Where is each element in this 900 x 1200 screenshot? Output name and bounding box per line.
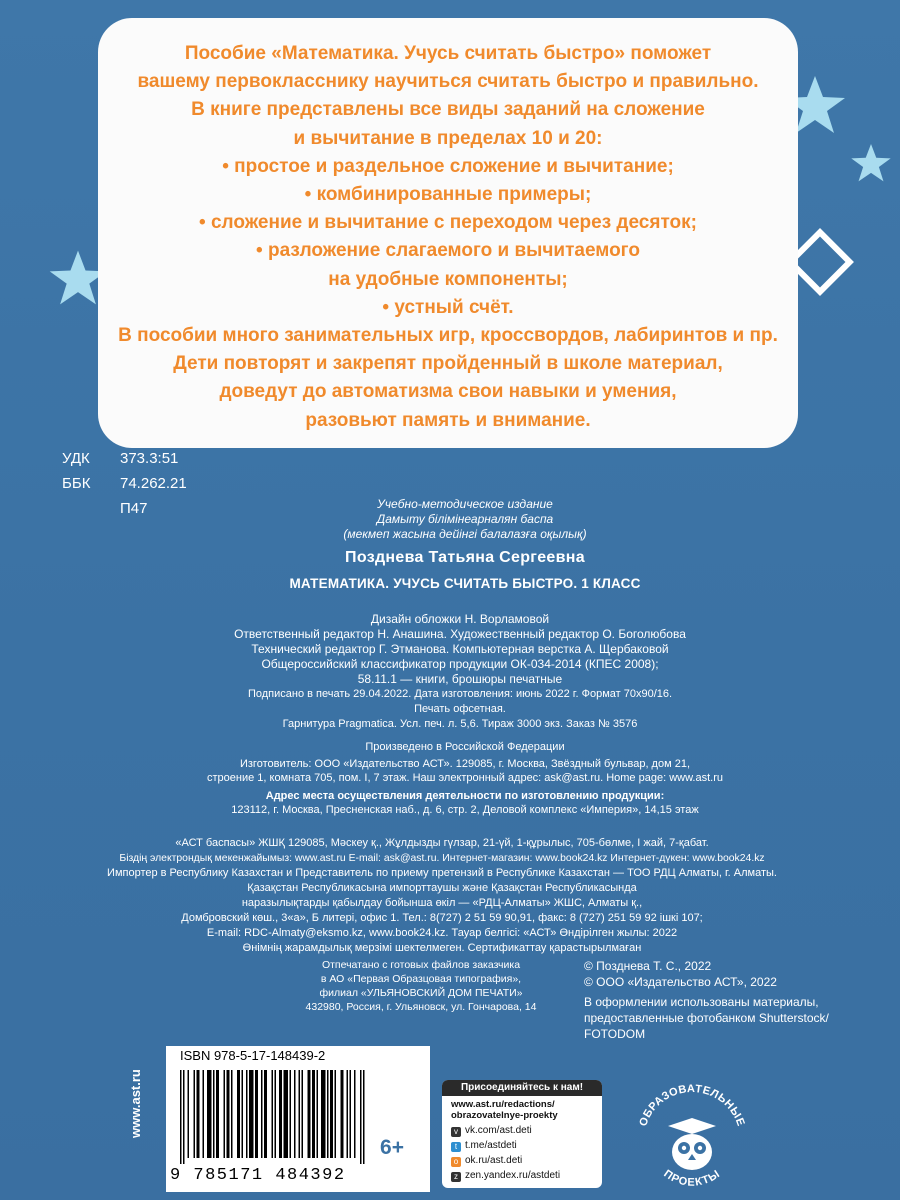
blurb-line: разовьют память и внимание. — [305, 409, 591, 431]
barcode-bar — [237, 1070, 240, 1158]
star-icon — [848, 140, 894, 186]
social-link-label: vk.com/ast.deti — [465, 1125, 532, 1136]
age-rating-badge: 6+ — [368, 1124, 416, 1172]
isbn-label: ISBN 978-5-17-148439-2 — [180, 1048, 326, 1063]
kz-line: наразылықтарды қабылдау бойынша өкіл — «РДЦ-Алматы» ЖШС, Алматы қ., — [241, 897, 643, 909]
barcode-bar — [275, 1070, 277, 1158]
social-link-label: ok.ru/ast.deti — [465, 1155, 523, 1166]
social-link-telegram[interactable] — [442, 1138, 602, 1153]
edition-type: Учебно-методическое издание — [377, 497, 553, 511]
barcode-bar — [321, 1070, 326, 1158]
credit-line: Технический редактор Г. Этманова. Компьютерная верстка А. Щербаковой — [251, 642, 669, 656]
social-link-vk[interactable] — [442, 1123, 602, 1138]
author-mark: П47 — [120, 500, 148, 517]
kz-line: Біздің электрондық мекенжайымыз: www.ast.ru E-mail: ask@ast.ru. Интернет-магазин: www.book24.kz Интернет-дүкен: www.book24.kz — [119, 853, 765, 864]
join-header: Присоединяйтесь к нам! — [442, 1080, 602, 1096]
edition-type-kz: Дамыту білімінеарналян баспа — [376, 512, 554, 526]
blurb-line: доведут до автоматизма свои навыки и умения, — [219, 381, 677, 403]
barcode-bar — [207, 1070, 212, 1158]
barcode-bar — [330, 1070, 333, 1158]
imprint-block — [160, 497, 770, 591]
blurb-line: на удобные компоненты; — [328, 268, 568, 290]
book-author: Позднева Татьяна Сергеевна — [345, 549, 585, 566]
barcode-bar — [341, 1070, 344, 1158]
blurb-line: и вычитание в пределах 10 и 20: — [293, 127, 603, 149]
barcode-bar — [290, 1070, 292, 1158]
barcode-bar — [302, 1070, 304, 1158]
barcode-bar — [227, 1070, 230, 1158]
copyright-line: © Позднева Т. С., 2022 — [584, 959, 712, 973]
printing-house-block — [290, 958, 552, 1014]
barcode-bar — [213, 1070, 215, 1158]
edition-type-kz-note: (мекмеп жасына дейінгі балалазға оқылық) — [343, 527, 587, 541]
made-in: Произведено в Российской Федерации — [365, 741, 565, 753]
barcode-bar — [294, 1070, 296, 1158]
barcode-bar — [279, 1070, 282, 1158]
print-specs-line: Гарнитура Pragmatica. Усл. печ. л. 5,6. Тираж 3000 экз. Заказ № 3576 — [282, 718, 638, 730]
barcode-bar — [197, 1070, 200, 1158]
barcode-bar — [308, 1070, 311, 1158]
kz-line: Өнімнің жарамдылық мерзімі шектелмеген. Сертификаттау қарастырылмаған — [242, 942, 642, 954]
projects-url-line: www.ast.ru/redactions/ — [451, 1099, 555, 1110]
blurb-line: • сложение и вычитание с переходом через десяток; — [199, 212, 697, 234]
print-line: филиал «УЛЬЯНОВСКИЙ ДОМ ПЕЧАТИ» — [319, 987, 523, 999]
barcode-bar — [224, 1070, 226, 1158]
blurb-line: • разложение слагаемого и вычитаемого — [256, 240, 640, 262]
barcode-bar — [360, 1070, 362, 1164]
blurb-line: вашему первокласснику научиться считать быстро и правильно. — [137, 71, 759, 93]
kz-line: E-mail: RDC-Almaty@eksmo.kz, www.book24.kz. Тауар белгісі: «АСТ» Өндірілген жылы: 2022 — [206, 927, 678, 939]
ok-icon: o — [451, 1157, 461, 1167]
blurb-line: В пособии много занимательных игр, кроссвордов, лабиринтов и пр. — [118, 325, 778, 347]
logo-text-top: ОБРАЗОВАТЕЛЬНЫЕ — [637, 1082, 747, 1128]
social-link-ok[interactable] — [442, 1153, 602, 1168]
owl-icon — [668, 1118, 716, 1170]
barcode-bar — [180, 1070, 182, 1164]
barcode-bar — [249, 1070, 254, 1158]
educational-projects-logo — [628, 1076, 756, 1194]
barcode-bar — [261, 1070, 263, 1158]
manufacturer-line: Изготовитель: ООО «Издательство АСТ». 129085, г. Москва, Звёздный бульвар, дом 21, — [239, 757, 691, 770]
credit-line: Общероссийский классификатор продукции ОК-034-2014 (КПЕС 2008); — [261, 657, 659, 671]
barcode-bar — [194, 1070, 196, 1158]
barcode-bar — [242, 1070, 244, 1158]
blurb-line: • устный счёт. — [382, 296, 514, 318]
manufacturer-line: строение 1, комната 705, пом. I, 7 этаж. Наш электронный адрес: ask@ast.ru. Home page: www.ast.ru — [207, 772, 723, 784]
production-address: 123112, г. Москва, Пресненская наб., д. 6, стр. 2, Деловой комплекс «Империя», 14,15 этаж — [231, 804, 699, 816]
site-vertical: www.ast.ru — [128, 1069, 143, 1138]
barcode-bar — [183, 1070, 185, 1164]
credits-block — [230, 612, 690, 732]
description-card — [98, 18, 798, 448]
barcode-bar — [188, 1070, 190, 1158]
logo-text-bottom: ПРОЕКТЫ — [661, 1167, 723, 1189]
book-title: МАТЕМАТИКА. УЧУСЬ СЧИТАТЬ БЫСТРО. 1 КЛАСС — [289, 576, 641, 591]
kz-line: Қазақстан Республикасына импорттаушы және Қазақстан Республикасында — [247, 882, 637, 894]
barcode-bar — [299, 1070, 301, 1158]
kz-line: Импортер в Республику Казахстан и Представитель по приему претензий в Республике Казахстан — ТОО РДЦ Алматы, г. Алматы. — [107, 867, 777, 879]
barcode-bar — [231, 1070, 233, 1158]
barcode-bar — [312, 1070, 315, 1158]
production-address-label: Адрес места осуществления деятельности по изготовлению продукции: — [265, 789, 665, 802]
barcode-bar — [354, 1070, 356, 1158]
print-line: в АО «Первая Образцовая типография», — [320, 973, 522, 985]
credit-line: Дизайн обложки Н. Ворламовой — [370, 612, 550, 626]
copyright-line: предоставленные фотобанком Shutterstock/ — [584, 1011, 829, 1025]
kazakhstan-importer-block — [52, 836, 832, 956]
barcode-bar — [327, 1070, 329, 1158]
udk-label: УДК — [62, 450, 90, 467]
kz-line: «АСТ баспасы» ЖШҚ 129085, Мәскеу қ., Жұлдызды гүлзар, 21-үй, 1-құрылыс, 705-бөлме, I жай, 7-қабат. — [175, 837, 709, 849]
social-links-box — [442, 1080, 602, 1188]
projects-url[interactable] — [442, 1096, 602, 1123]
barcode-bar — [216, 1070, 219, 1158]
barcode-bar — [335, 1070, 337, 1158]
barcode-bar — [347, 1070, 349, 1158]
isbn-digits: 9 785171 484392 — [170, 1166, 346, 1185]
barcode-bar — [363, 1070, 365, 1164]
barcode-bar — [317, 1070, 319, 1158]
copyright-line: В оформлении использованы материалы, — [584, 995, 819, 1009]
social-link-zen[interactable] — [442, 1168, 602, 1183]
telegram-icon: t — [451, 1142, 461, 1152]
projects-url-line: obrazovatelnye-proekty — [451, 1110, 558, 1121]
credit-line: 58.11.1 — книги, брошюры печатные — [357, 672, 563, 686]
social-link-label: t.me/astdeti — [465, 1140, 517, 1151]
barcode-bar — [246, 1070, 248, 1158]
blurb-line: • комбинированные примеры; — [304, 184, 592, 206]
bbk-value: 74.262.21 — [120, 475, 187, 492]
udk-value: 373.3:51 — [120, 450, 179, 467]
vk-icon: v — [451, 1127, 461, 1137]
blurb-line: Пособие «Математика. Учусь считать быстро» поможет — [184, 43, 712, 64]
copyright-line: FOTODOM — [584, 1027, 646, 1041]
barcode-bar — [350, 1070, 352, 1158]
kz-line: Домбровский көш., 3«а», Б литері, офис 1. Тел.: 8(727) 2 51 59 90,91, факс: 8 (727) 251 59 92 ішкі 107; — [181, 912, 703, 924]
print-specs-line: Подписано в печать 29.04.2022. Дата изготовления: июнь 2022 г. Формат 70х90/16. Печать офсетная. — [247, 688, 673, 715]
barcode-bar — [272, 1070, 274, 1158]
zen-icon: z — [451, 1172, 461, 1182]
copyright-block — [584, 958, 864, 1042]
print-line: Отпечатано с готовых файлов заказчика — [321, 959, 521, 971]
blurb-line: • простое и раздельное сложение и вычитание; — [222, 155, 674, 177]
print-line: 432980, Россия, г. Ульяновск, ул. Гончарова, 14 — [305, 1001, 537, 1013]
barcode-bar — [264, 1070, 267, 1158]
blurb-line: В книге представлены все виды заданий на сложение — [191, 99, 705, 121]
social-link-label: zen.yandex.ru/astdeti — [465, 1170, 561, 1181]
bbk-label: ББК — [62, 475, 91, 492]
credit-line: Ответственный редактор Н. Анашина. Художественный редактор О. Боголюбова — [234, 627, 686, 641]
manufacturer-block — [160, 740, 770, 818]
barcode-bar — [203, 1070, 205, 1158]
barcode-bar — [255, 1070, 258, 1158]
barcode-bar — [284, 1070, 289, 1158]
blurb-line: Дети повторят и закрепят пройденный в школе материал, — [173, 353, 723, 375]
copyright-line: © ООО «Издательство АСТ», 2022 — [584, 975, 777, 989]
